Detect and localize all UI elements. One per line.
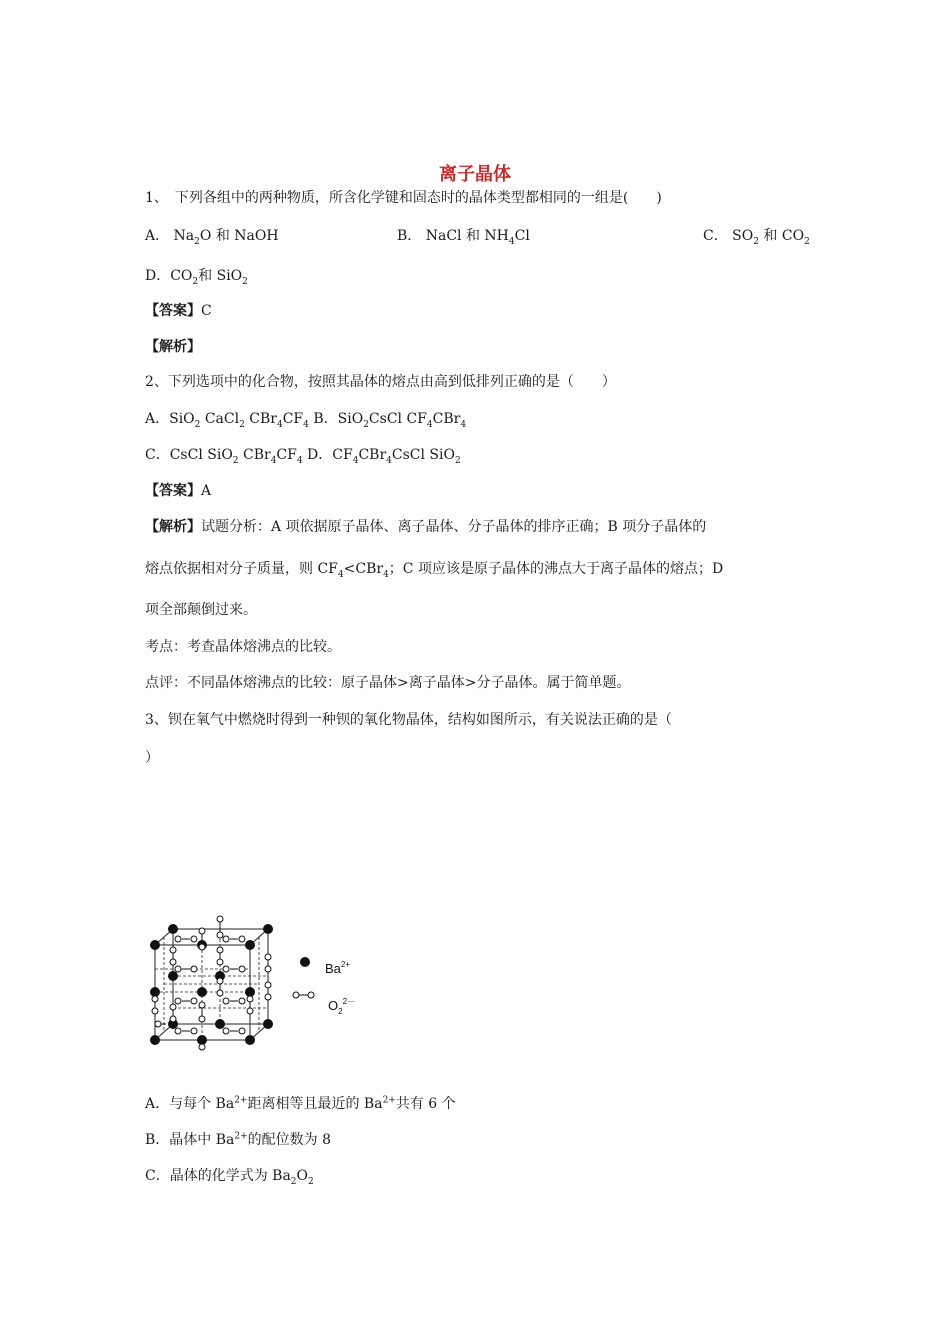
q2-dianping: 点评：不同晶体熔沸点的比较：原子晶体>离子晶体>分子晶体。属于简单题。 [145, 675, 631, 691]
q3-stem-line-2: ） [145, 750, 159, 766]
legend-ba-label: $Ba^{2+}$ [325, 960, 351, 976]
crystal-structure-figure [140, 915, 380, 1055]
q3-option-c: C．晶体的化学式为 $Ba_2O_2$ [145, 1168, 314, 1187]
q2-answer: 【答案】A [145, 483, 212, 499]
q2-analysis-line-2: 熔点依据相对分子质量，则 $CF_4<CBr_4$；C 项应该是原子晶体的沸点大于离子晶体的熔点；D [145, 561, 724, 580]
q3-option-a: A．与每个 $Ba^{2+}$距离相等且最近的 $Ba^{2+}$共有 6 个 [145, 1095, 456, 1112]
q2-analysis-line-3: 项全部颠倒过来。 [145, 602, 257, 618]
q1-option-c: C． $SO_2$ 和 $CO_2$ [703, 228, 810, 247]
q2-analysis-line-1: 【解析】试题分析：A 项依据原子晶体、离子晶体、分子晶体的排序正确；B 项分子晶体的 [145, 519, 707, 535]
page-title: 离子晶体 [439, 164, 511, 185]
legend-o-marker [293, 992, 314, 998]
q1-option-b: B． NaCl 和 $NH_4Cl$ [397, 228, 530, 247]
q2-kaodian: 考点：考查晶体熔沸点的比较。 [145, 639, 341, 655]
q1-answer: 【答案】C [145, 303, 212, 319]
q1-stem: 1、 下列各组中的两种物质，所含化学键和固态时的晶体类型都相同的一组是( ) [145, 190, 662, 206]
q3-option-b: B．晶体中 $Ba^{2+}$的配位数为 8 [145, 1131, 332, 1148]
q1-option-a: A． $Na_2O$ 和 NaOH [145, 228, 279, 247]
q2-options-ab: A．SiO$_2$ CaCl$_2$ $CBr_4CF_4$ B．SiO$_2$CsCl $CF_4CBr_4$ [145, 411, 467, 430]
legend-ba-marker [300, 957, 310, 967]
q2-options-cd: C．CsCl SiO$_2$ $CBr_4CF_4$ D．$CF_4CBr_4CsCl$ SiO$_2$ [145, 447, 461, 466]
q3-stem-line-1: 3、钡在氧气中燃烧时得到一种钡的氧化物晶体，结构如图所示，有关说法正确的是（ [145, 712, 672, 728]
q2-stem: 2、下列选项中的化合物，按照其晶体的熔点由高到低排列正确的是（ ） [145, 374, 616, 390]
legend-o-label: $O_2^{2-}$ [328, 997, 356, 1016]
q1-analysis-label: 【解析】 [145, 339, 201, 355]
legend [293, 957, 355, 1016]
q1-option-d: D．$CO_2$和 SiO$_2$ [145, 268, 248, 287]
